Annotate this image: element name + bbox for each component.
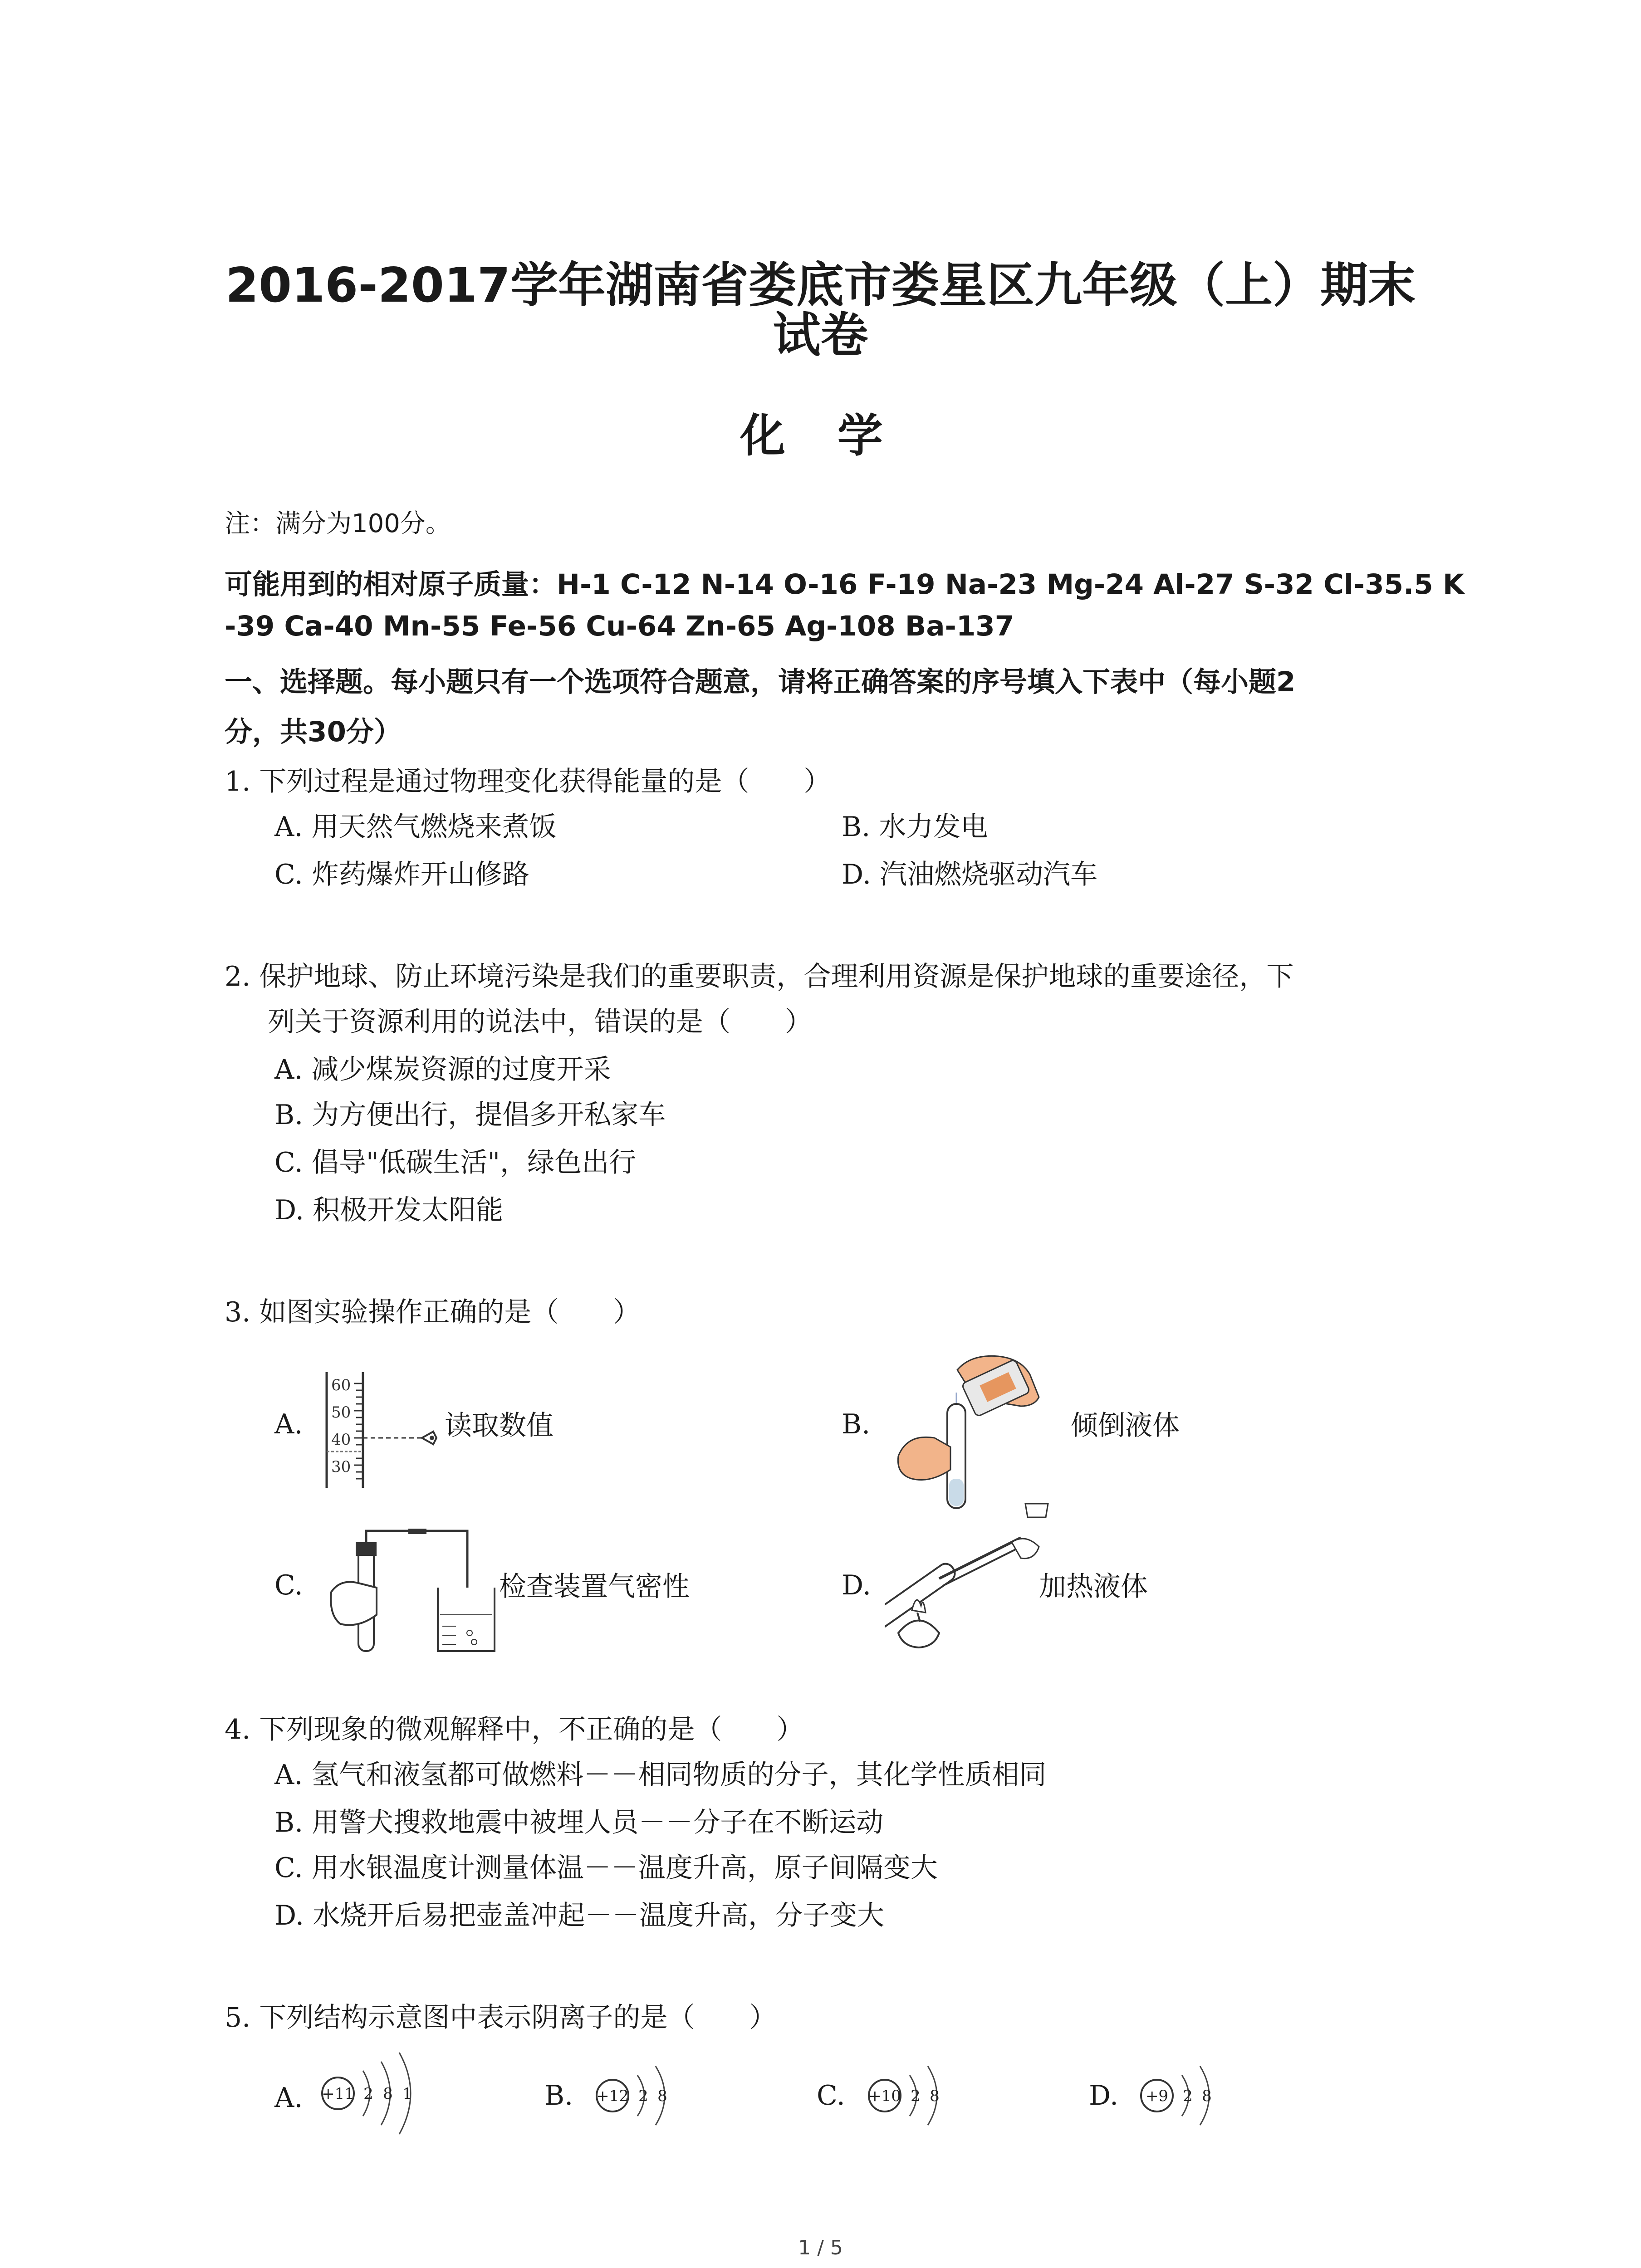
- atom-structure-a: [318, 2043, 426, 2143]
- atomic-mass-line2: -39 Ca-40 Mn-55 Fe-56 Cu-64 Zn-65 Ag-108 Ba-137: [225, 610, 1014, 642]
- q4-option-c: C. 用水银温度计测量体温－－温度升高，原子间隔变大: [274, 1852, 938, 1884]
- subject-title: 化 学: [740, 409, 901, 462]
- cylinder-tick-50: 50: [331, 1403, 351, 1422]
- q1-option-c: C. 炸药爆炸开山修路: [274, 859, 529, 890]
- cylinder-tick-40: 40: [331, 1431, 351, 1449]
- atomic-mass-line1: 可能用到的相对原子质量：H-1 C-12 N-14 O-16 F-19 Na-23 Mg-24 Al-27 S-32 Cl-35.5 K: [225, 568, 1465, 601]
- pouring-liquid-illustration: [889, 1343, 1071, 1524]
- q2-option-d: D. 积极开发太阳能: [274, 1194, 504, 1226]
- nucleus-charge: +12: [596, 2087, 629, 2105]
- q1-option-a: A. 用天然气燃烧来煮饭: [274, 811, 557, 843]
- nucleus-charge: +11: [322, 2085, 354, 2103]
- page-title-line2: 试卷: [773, 308, 868, 363]
- bottle-stopper-icon: [1025, 1504, 1048, 1517]
- full-score-note: 注：满分为100分。: [225, 509, 451, 538]
- hand-icon: [898, 1437, 950, 1480]
- q2-stem-line1: 2. 保护地球、防止环境污染是我们的重要职责，合理利用资源是保护地球的重要途径，下: [225, 961, 1294, 992]
- shell-electrons: 8: [383, 2085, 393, 2103]
- q2-option-a: A. 减少煤炭资源的过度开采: [274, 1054, 611, 1085]
- cylinder-tick-30: 30: [331, 1458, 351, 1476]
- q3-option-b-text: 倾倒液体: [1071, 1410, 1180, 1442]
- hand-icon: [1012, 1539, 1039, 1559]
- test-tube-holder-icon: [939, 1538, 1021, 1579]
- nucleus-charge: +9: [1145, 2087, 1169, 2105]
- q1-option-d: D. 汽油燃烧驱动汽车: [842, 859, 1098, 890]
- atom-structure-c: [862, 2050, 953, 2141]
- shell-electrons: 2: [638, 2087, 648, 2105]
- q3-option-c-text: 检查装置气密性: [499, 1571, 690, 1603]
- alcohol-lamp-icon: [898, 1621, 939, 1648]
- cylinder-tick-60: 60: [331, 1376, 351, 1394]
- hand-icon: [331, 1582, 377, 1625]
- section-heading-line2: 分，共30分）: [225, 716, 402, 748]
- page-title-line1: 2016-2017学年湖南省娄底市娄星区九年级（上）期末: [225, 258, 1416, 313]
- q5-option-b-letter: B.: [544, 2080, 573, 2112]
- q3-option-a-text: 读取数值: [445, 1410, 554, 1442]
- q1-stem: 1. 下列过程是通过物理变化获得能量的是（ ）: [225, 766, 831, 797]
- q4-option-d: D. 水烧开后易把壶盖冲起－－温度升高，分子变大: [274, 1900, 885, 1931]
- q2-stem-line2: 列关于资源利用的说法中，错误的是（ ）: [268, 1006, 812, 1038]
- q5-stem: 5. 下列结构示意图中表示阴离子的是（ ）: [225, 2002, 777, 2033]
- atom-structure-d: [1134, 2050, 1225, 2141]
- shell-electrons: 2: [363, 2085, 373, 2103]
- q4-option-a: A. 氢气和液氢都可做燃料－－相同物质的分子，其化学性质相同: [274, 1759, 1047, 1791]
- q5-option-c-letter: C.: [817, 2080, 845, 2112]
- q3-option-d-text: 加热液体: [1039, 1571, 1148, 1603]
- q3-option-a-letter: A.: [274, 1408, 303, 1440]
- q3-option-d-letter: D.: [842, 1569, 872, 1601]
- q3-option-b-letter: B.: [842, 1408, 871, 1440]
- shell-electrons: 8: [657, 2087, 667, 2105]
- eye-icon: [422, 1432, 436, 1444]
- nucleus-charge: +10: [868, 2087, 901, 2105]
- shell-electrons: 8: [1202, 2087, 1212, 2105]
- q3-stem: 3. 如图实验操作正确的是（ ）: [225, 1296, 641, 1328]
- q3-option-c-letter: C.: [274, 1569, 303, 1601]
- q4-stem: 4. 下列现象的微观解释中，不正确的是（ ）: [225, 1714, 804, 1745]
- airtightness-check-illustration: [327, 1529, 499, 1656]
- q4-option-b: B. 用警犬搜救地震中被埋人员－－分子在不断运动: [274, 1807, 884, 1838]
- shell-electrons: 2: [911, 2087, 921, 2105]
- beaker-icon: [438, 1588, 495, 1651]
- q5-option-d-letter: D.: [1089, 2080, 1119, 2112]
- section-heading-line1: 一、选择题。每小题只有一个选项符合题意，请将正确答案的序号填入下表中（每小题2: [225, 666, 1296, 698]
- q1-option-b: B. 水力发电: [842, 811, 988, 843]
- q2-option-c: C. 倡导"低碳生活"，绿色出行: [274, 1147, 637, 1178]
- q5-option-a-letter: A.: [274, 2082, 303, 2114]
- graduated-cylinder-illustration: [318, 1370, 440, 1492]
- shell-electrons: 2: [1183, 2087, 1193, 2105]
- heating-liquid-illustration: [885, 1529, 1048, 1651]
- shell-electrons: 8: [930, 2087, 940, 2105]
- shell-electrons: 1: [402, 2085, 412, 2103]
- q2-option-b: B. 为方便出行，提倡多开私家车: [274, 1099, 666, 1131]
- page-number: 1 / 5: [798, 2236, 843, 2259]
- atom-structure-b: [590, 2050, 681, 2141]
